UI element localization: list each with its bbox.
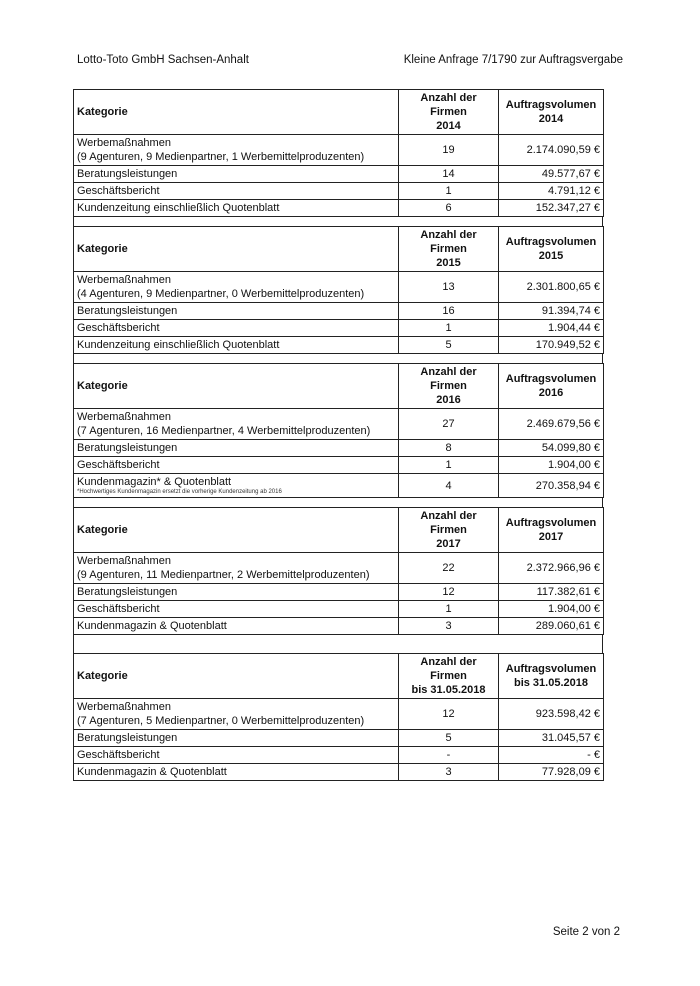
category-cell: Kundenmagazin & Quotenblatt <box>74 618 399 635</box>
table-header-row <box>74 227 604 272</box>
document-header-company: Lotto-Toto GmbH Sachsen-Anhalt <box>77 54 249 66</box>
firm-count-cell: 27 <box>399 409 499 440</box>
firm-count-cell: 4 <box>399 474 499 498</box>
table-header-row <box>74 90 604 135</box>
table-divider <box>73 635 603 653</box>
table-row <box>74 183 604 200</box>
table-row <box>74 272 604 303</box>
firm-count-cell: 1 <box>399 601 499 618</box>
firm-count-cell: 13 <box>399 272 499 303</box>
firm-count-cell: 5 <box>399 730 499 747</box>
table-row <box>74 166 604 183</box>
volume-cell: - € <box>499 747 604 764</box>
category-cell: Werbemaßnahmen (7 Agenturen, 5 Medienpartner, 0 Werbemittelproduzenten) <box>74 699 399 730</box>
firm-count-cell: 6 <box>399 200 499 217</box>
header-kategorie: Kategorie <box>74 90 399 135</box>
firm-count-cell: 1 <box>399 183 499 200</box>
category-cell: Geschäftsbericht <box>74 747 399 764</box>
table-header-row <box>74 654 604 699</box>
header-anzahl-firmen: Anzahl der Firmen 2015 <box>399 227 499 272</box>
table-row <box>74 584 604 601</box>
table-2014 <box>73 89 604 217</box>
volume-cell: 54.099,80 € <box>499 440 604 457</box>
category-cell: Kundenzeitung einschließlich Quotenblatt <box>74 200 399 217</box>
header-kategorie: Kategorie <box>74 508 399 553</box>
table-header-row <box>74 508 604 553</box>
header-anzahl-firmen: Anzahl der Firmen bis 31.05.2018 <box>399 654 499 699</box>
header-anzahl-firmen: Anzahl der Firmen 2017 <box>399 508 499 553</box>
category-cell: Beratungsleistungen <box>74 584 399 601</box>
volume-cell: 117.382,61 € <box>499 584 604 601</box>
volume-cell: 1.904,00 € <box>499 457 604 474</box>
category-cell: Geschäftsbericht <box>74 183 399 200</box>
category-cell: Werbemaßnahmen (9 Agenturen, 11 Medienpartner, 2 Werbemittelproduzenten) <box>74 553 399 584</box>
volume-cell: 1.904,00 € <box>499 601 604 618</box>
header-kategorie: Kategorie <box>74 654 399 699</box>
firm-count-cell: 3 <box>399 764 499 781</box>
footnote-text: *Hochwertiges Kundenmagazin ersetzt die vorherige Kundenzeitung ab 2016 <box>77 489 282 495</box>
firm-count-cell: 12 <box>399 699 499 730</box>
volume-cell: 49.577,67 € <box>499 166 604 183</box>
table-2018 <box>73 653 604 781</box>
table-header-row <box>74 364 604 409</box>
firm-count-cell: 1 <box>399 457 499 474</box>
table-row <box>74 618 604 635</box>
volume-cell: 2.372.966,96 € <box>499 553 604 584</box>
category-cell: Beratungsleistungen <box>74 166 399 183</box>
table-row <box>74 135 604 166</box>
table-2015 <box>73 226 604 354</box>
category-cell: Werbemaßnahmen (7 Agenturen, 16 Medienpartner, 4 Werbemittelproduzenten) <box>74 409 399 440</box>
table-divider <box>73 217 603 226</box>
category-cell: Geschäftsbericht <box>74 601 399 618</box>
category-cell: Beratungsleistungen <box>74 303 399 320</box>
table-row <box>74 457 604 474</box>
category-cell: Werbemaßnahmen (9 Agenturen, 9 Medienpartner, 1 Werbemittelproduzenten) <box>74 135 399 166</box>
header-auftragsvolumen: Auftragsvolumen bis 31.05.2018 <box>499 654 604 699</box>
category-cell: Kundenzeitung einschließlich Quotenblatt <box>74 337 399 354</box>
category-cell: Werbemaßnahmen (4 Agenturen, 9 Medienpartner, 0 Werbemittelproduzenten) <box>74 272 399 303</box>
volume-cell: 31.045,57 € <box>499 730 604 747</box>
table-row <box>74 699 604 730</box>
category-cell: Geschäftsbericht <box>74 457 399 474</box>
header-auftragsvolumen: Auftragsvolumen 2016 <box>499 364 604 409</box>
volume-cell: 91.394,74 € <box>499 303 604 320</box>
firm-count-cell: 12 <box>399 584 499 601</box>
page-number: Seite 2 von 2 <box>552 926 620 938</box>
firm-count-cell: 8 <box>399 440 499 457</box>
table-divider <box>73 354 603 363</box>
document-header-subject: Kleine Anfrage 7/1790 zur Auftragsvergabe <box>403 54 623 66</box>
firm-count-cell: 5 <box>399 337 499 354</box>
table-divider <box>73 498 603 507</box>
table-row <box>74 303 604 320</box>
table-row <box>74 200 604 217</box>
volume-cell: 2.469.679,56 € <box>499 409 604 440</box>
table-row <box>74 553 604 584</box>
category-cell: Kundenmagazin* & Quotenblatt *Hochwertiges Kundenmagazin ersetzt die vorherige Kundenzeitung ab 2016 <box>74 474 399 498</box>
volume-cell: 289.060,61 € <box>499 618 604 635</box>
firm-count-cell: 1 <box>399 320 499 337</box>
table-row <box>74 409 604 440</box>
volume-cell: 2.174.090,59 € <box>499 135 604 166</box>
category-cell: Kundenmagazin & Quotenblatt <box>74 764 399 781</box>
volume-cell: 4.791,12 € <box>499 183 604 200</box>
volume-cell: 77.928,09 € <box>499 764 604 781</box>
procurement-tables <box>73 89 603 781</box>
firm-count-cell: 3 <box>399 618 499 635</box>
header-auftragsvolumen: Auftragsvolumen 2017 <box>499 508 604 553</box>
volume-cell: 270.358,94 € <box>499 474 604 498</box>
table-2016 <box>73 363 604 498</box>
header-kategorie: Kategorie <box>74 364 399 409</box>
category-cell: Beratungsleistungen <box>74 730 399 747</box>
table-row <box>74 764 604 781</box>
firm-count-cell: 19 <box>399 135 499 166</box>
volume-cell: 923.598,42 € <box>499 699 604 730</box>
table-row <box>74 601 604 618</box>
volume-cell: 1.904,44 € <box>499 320 604 337</box>
firm-count-cell: - <box>399 747 499 764</box>
header-auftragsvolumen: Auftragsvolumen 2015 <box>499 227 604 272</box>
header-auftragsvolumen: Auftragsvolumen 2014 <box>499 90 604 135</box>
table-2017 <box>73 507 604 635</box>
volume-cell: 2.301.800,65 € <box>499 272 604 303</box>
firm-count-cell: 16 <box>399 303 499 320</box>
category-cell: Geschäftsbericht <box>74 320 399 337</box>
table-row <box>74 474 604 498</box>
table-row <box>74 747 604 764</box>
firm-count-cell: 22 <box>399 553 499 584</box>
firm-count-cell: 14 <box>399 166 499 183</box>
header-anzahl-firmen: Anzahl der Firmen 2014 <box>399 90 499 135</box>
table-row <box>74 440 604 457</box>
table-row <box>74 337 604 354</box>
table-row <box>74 320 604 337</box>
volume-cell: 170.949,52 € <box>499 337 604 354</box>
header-anzahl-firmen: Anzahl der Firmen 2016 <box>399 364 499 409</box>
header-kategorie: Kategorie <box>74 227 399 272</box>
category-cell: Beratungsleistungen <box>74 440 399 457</box>
table-row <box>74 730 604 747</box>
volume-cell: 152.347,27 € <box>499 200 604 217</box>
